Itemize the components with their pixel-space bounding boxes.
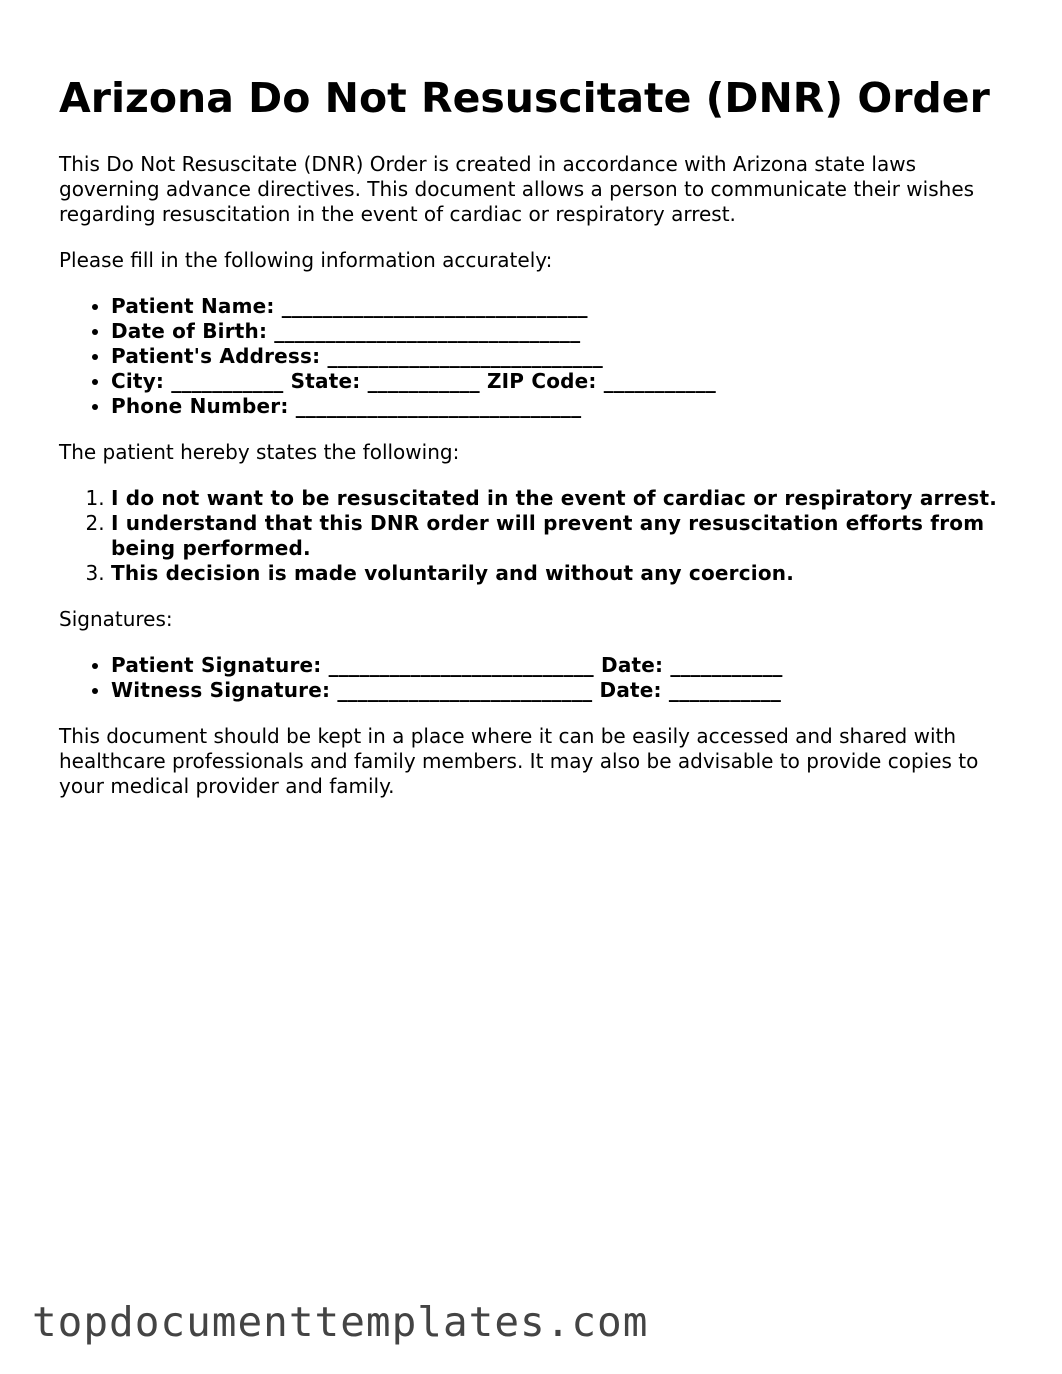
field-city-state-zip[interactable]	[111, 369, 1009, 394]
watermark-text: topdocumenttemplates.com	[32, 1298, 649, 1346]
field-phone-number[interactable]	[111, 394, 1009, 419]
statement-item	[111, 511, 1009, 561]
intro-paragraph: This Do Not Resuscitate (DNR) Order is created in accordance with Arizona state laws governing advance directives. This document allows a person to communicate their wishes regarding resuscitation in the event of cardiac or respiratory arrest.	[59, 152, 975, 226]
field-patient-address[interactable]	[111, 344, 1009, 369]
page-title: Arizona Do Not Resuscitate (DNR) Order	[59, 74, 990, 122]
statement-text: I understand that this DNR order will prevent any resuscitation efforts from being performed.	[111, 511, 985, 560]
statement-text: I do not want to be resuscitated in the event of cardiac or respiratory arrest.	[111, 486, 998, 510]
field-label: Patient's Address: ___________________________	[111, 344, 603, 368]
field-patient-name[interactable]	[111, 294, 1009, 319]
closing-paragraph: This document should be kept in a place where it can be easily accessed and shared with healthcare professionals and family members. It may also be advisable to provide copies to your medical provider and family.	[59, 724, 979, 798]
statements-list	[59, 486, 1009, 586]
field-label: Phone Number: ____________________________	[111, 394, 582, 418]
signatures-label: Signatures:	[59, 607, 173, 631]
field-label: City: ___________ State: ___________ ZIP Code: ___________	[111, 369, 716, 393]
field-date-of-birth[interactable]	[111, 319, 1009, 344]
statement-item	[111, 561, 1009, 586]
document-page	[59, 74, 1009, 820]
statement-text: This decision is made voluntarily and without any coercion.	[111, 561, 795, 585]
field-patient-signature[interactable]	[111, 653, 1009, 678]
instructions-paragraph: Please fill in the following information accurately:	[59, 248, 553, 272]
field-label: Witness Signature: _________________________ Date: ___________	[111, 678, 782, 702]
field-label: Date of Birth: ______________________________	[111, 319, 581, 343]
patient-fields-list	[59, 294, 1009, 419]
statement-item	[111, 486, 1009, 511]
field-label: Patient Signature: __________________________ Date: ___________	[111, 653, 783, 677]
field-witness-signature[interactable]	[111, 678, 1009, 703]
field-label: Patient Name: ______________________________	[111, 294, 588, 318]
signature-fields-list	[59, 653, 1009, 703]
statements-intro: The patient hereby states the following:	[59, 440, 460, 464]
